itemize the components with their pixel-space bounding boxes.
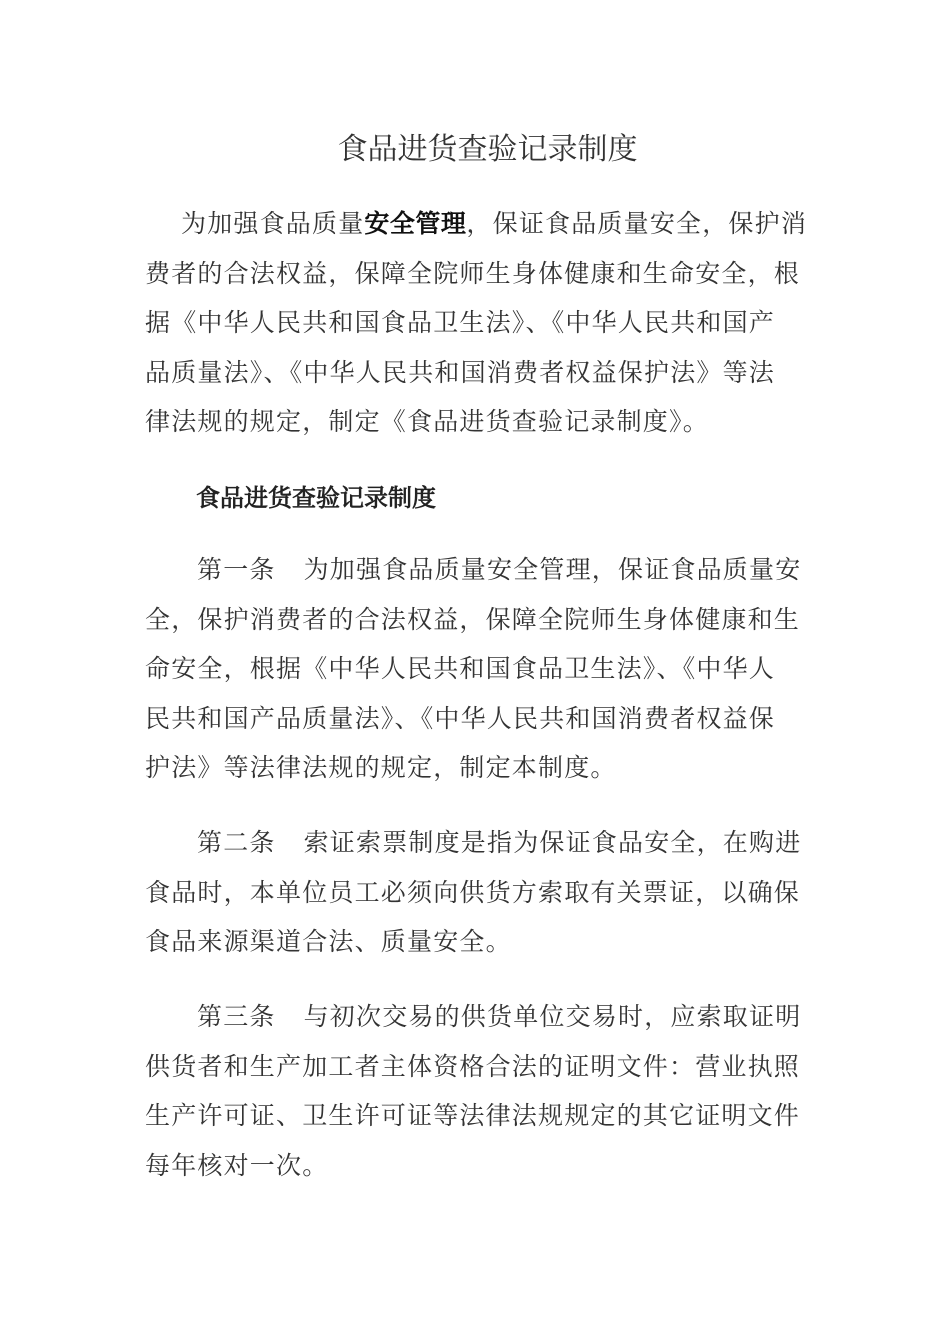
section-heading: 食品进货查验记录制度 (196, 484, 436, 512)
intro-paragraph (145, 199, 810, 447)
article-2 (145, 818, 810, 967)
article-line (145, 545, 810, 595)
article-line: 食品来源渠道合法、质量安全。 (145, 927, 512, 956)
article-line: 供货者和生产加工者主体资格合法的证明文件：营业执照 (145, 1051, 801, 1081)
article-line: 民共和国产品质量法》、《中华人民共和国消费者权益保 (145, 703, 776, 733)
article-1 (145, 545, 810, 793)
intro-bold-text: 安全管理 (364, 209, 467, 238)
article-number: 第一条 (197, 555, 276, 584)
article-line (145, 992, 810, 1042)
article-line: 命安全，根据《中华人民共和国食品卫生法》、《中华人 (145, 654, 776, 683)
article-line: 每年核对一次。 (145, 1150, 329, 1180)
article-line: 全，保护消费者的合法权益，保障全院师生身体健康和生 (145, 604, 801, 634)
document-title: 食品进货查验记录制度 (337, 132, 638, 167)
article-line: 护法》等法律法规的规定，制定本制度。 (145, 753, 617, 782)
article-number: 第二条 (197, 828, 276, 857)
article-number: 第三条 (197, 1002, 276, 1031)
article-line (145, 818, 810, 868)
intro-line: 费者的合法权益，保障全院师生身体健康和生命安全，根 (145, 258, 801, 288)
intro-line (145, 199, 810, 249)
intro-text-after: ，保证食品质量安全，保护消 (466, 209, 808, 238)
intro-line: 据《中华人民共和国食品卫生法》、《中华人民共和国产 (145, 308, 776, 337)
article-text: 索证索票制度是指为保证食品安全，在购进 (303, 828, 802, 857)
article-text: 与初次交易的供货单位交易时，应索取证明 (303, 1002, 802, 1031)
intro-line: 品质量法》、《中华人民共和国消费者权益保护法》等法 (145, 357, 776, 387)
article-3 (145, 992, 810, 1190)
intro-line: 律法规的规定，制定《食品进货查验记录制度》。 (145, 407, 709, 436)
article-line: 生产许可证、卫生许可证等法律法规规定的其它证明文件 (145, 1101, 801, 1130)
intro-text-before: 为加强食品质量 (181, 209, 365, 238)
article-line: 食品时，本单位员工必须向供货方索取有关票证，以确保 (145, 877, 801, 907)
article-text: 为加强食品质量安全管理，保证食品质量安 (303, 555, 802, 584)
